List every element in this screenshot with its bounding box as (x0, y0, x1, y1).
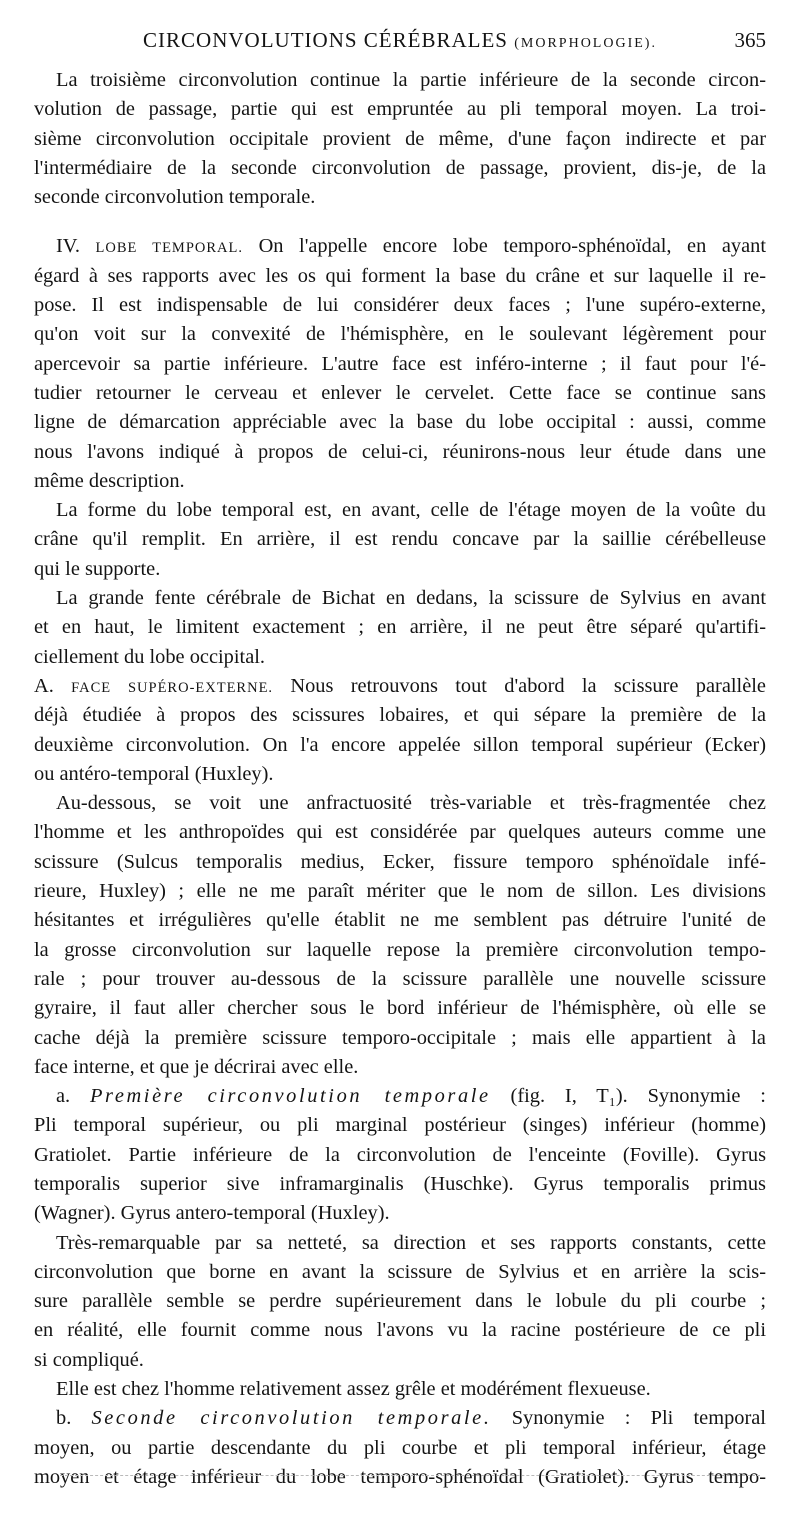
text-line: ligne de démarcation appréciable avec la base du lobe occipital : aussi, comme (34, 411, 766, 434)
subsection-heading-line (34, 1082, 766, 1111)
text-line: temporalis superior sive inframarginalis (Huschke). Gyrus temporalis primus (34, 1172, 766, 1195)
text-line: Elle est chez l'homme relativement assez grêle et modérément flexueuse. (56, 1378, 651, 1401)
text-line: Très-remarquable par sa netteté, sa direction et ses rapports constants, cette (56, 1231, 766, 1254)
running-title (0, 28, 800, 53)
text-line: ciellement du lobe occipital. (34, 645, 266, 668)
section-number: IV. (56, 235, 80, 258)
text-line: qu'on voit sur la convexité de l'hémisphère, en le soulevant légèrement pour (34, 323, 766, 346)
text-line: Au-dessous, se voit une anfractuosité très-variable et très-fragmentée chez (56, 792, 766, 815)
subsection-heading-line (34, 1404, 766, 1433)
text-line: Synonymie : Pli temporal (511, 1407, 766, 1430)
text-line: même description. (34, 469, 185, 492)
text-line: La grande fente cérébrale de Bichat en dedans, la scissure de Sylvius en avant (56, 587, 766, 610)
text-line: face interne, et que je décrirai avec elle. (34, 1055, 359, 1078)
text-line: la grosse circonvolution sur laquelle repose la première circonvolution tempo- (34, 938, 766, 961)
subsection-title: FACE SUPÉRO-EXTERNE. (71, 679, 274, 696)
subsection-letter: A. (34, 674, 54, 697)
text-line: On l'appelle encore lobe temporo-sphénoïdal, en ayant (258, 235, 766, 258)
text-line: en réalité, elle fournit comme nous l'avons vu la racine postérieure de ce pli (34, 1319, 766, 1342)
page-body (34, 66, 766, 1492)
text-line: l'homme et les anthropoïdes qui est considérée par quelques auteurs comme une (34, 821, 766, 844)
text-line: déjà étudiée à propos des scissures lobaires, et qui sépare la première de la (34, 704, 766, 727)
text-line: moyen et étage inférieur du lobe temporo-sphénoïdal (Gratiolet). Gyrus tempo- (34, 1465, 766, 1488)
text-line: Nous retrouvons tout d'abord la scissure parallèle (290, 674, 766, 697)
text-line: volution de passage, partie qui est empruntée au pli temporal moyen. La troi- (34, 98, 766, 121)
text-line: apercevoir sa partie inférieure. L'autre face est inféro-interne ; il faut pour l'é- (34, 352, 766, 375)
running-header (0, 28, 800, 60)
text-line: si compliqué. (34, 1348, 144, 1371)
text-line: égard à ses rapports avec les os qui forment la base du crâne et sur laquelle il re- (34, 264, 766, 287)
text-line: seconde circonvolution temporale. (34, 186, 316, 209)
text-line: tudier retourner le cerveau et enlever le cervelet. Cette face se continue sans (34, 381, 766, 404)
footer-rule (60, 1475, 760, 1476)
text-line: l'intermédiaire de la seconde circonvolution de passage, provient, dis-je, de la (34, 156, 766, 179)
item-title: Première circonvolution temporale (90, 1085, 491, 1108)
text-line: ou antéro-temporal (Huxley). (34, 762, 274, 785)
text-line: gyraire, il faut aller chercher sous le bord inférieur de l'hémisphère, où elle se (34, 997, 766, 1020)
section-heading-line (34, 232, 766, 261)
text-line: rieure, Huxley) ; elle ne me paraît mériter que le nom de sillon. Les divisions (34, 880, 766, 903)
text-line: (fig. I, T₁). Synonymie : (510, 1085, 766, 1108)
text-line: qui le supporte. (34, 557, 161, 580)
text-line: rale ; pour trouver au-dessous de la scissure parallèle une nouvelle scissure (34, 967, 766, 990)
text-line: crâne qu'il remplit. En arrière, il est rendu concave par la saillie cérébelleuse (34, 528, 766, 551)
text-line: sième circonvolution occipitale provient de même, d'une façon indirecte et par (34, 127, 766, 150)
item-letter: b. (56, 1407, 72, 1430)
text-line: et en haut, le limitent exactement ; en arrière, il ne peut être séparé qu'artifi- (34, 616, 766, 639)
text-line: pose. Il est indispensable de lui considérer deux faces ; l'une supéro-externe, (34, 294, 766, 317)
text-line: deuxième circonvolution. On l'a encore appelée sillon temporal supérieur (Ecker) (34, 733, 766, 756)
text-line: Pli temporal supérieur, ou pli marginal postérieur (singes) inférieur (homme) (34, 1114, 766, 1137)
text-line: La troisième circonvolution continue la partie inférieure de la seconde circon- (56, 69, 766, 91)
running-title-sub: (MORPHOLOGIE). (514, 36, 657, 51)
text-line: (Wagner). Gyrus antero-temporal (Huxley). (34, 1202, 390, 1225)
text-line: sure parallèle semble se perdre supérieurement dans le lobule du pli courbe ; (34, 1290, 766, 1313)
text-line: Gratiolet. Partie inférieure de la circonvolution de l'enceinte (Foville). Gyrus (34, 1143, 766, 1166)
item-title: Seconde circonvolution temporale. (91, 1407, 492, 1430)
text-line: La forme du lobe temporal est, en avant, celle de l'étage moyen de la voûte du (56, 499, 766, 522)
text-line: nous l'avons indiqué à propos de celui-ci, réunirons-nous leur étude dans une (34, 440, 766, 463)
running-title-main: CIRCONVOLUTIONS CÉRÉBRALES (143, 28, 508, 52)
text-line: scissure (Sulcus temporalis medius, Ecker, fissure temporo sphénoïdale infé- (34, 850, 766, 873)
text-line: hésitantes et irrégulières qu'elle établit ne me semblent pas détruire l'unité de (34, 909, 766, 932)
subsection-heading-line (34, 672, 766, 701)
text-line: cache déjà la première scissure temporo-occipitale ; mais elle appartient à la (34, 1026, 766, 1049)
text-line: moyen, ou partie descendante du pli courbe et pli temporal inférieur, étage (34, 1436, 766, 1459)
section-title: LOBE TEMPORAL. (95, 240, 243, 257)
page-number: 365 (734, 28, 766, 52)
item-letter: a. (56, 1085, 71, 1108)
text-line: circonvolution que borne en avant la scissure de Sylvius et en arrière la scis- (34, 1260, 766, 1283)
